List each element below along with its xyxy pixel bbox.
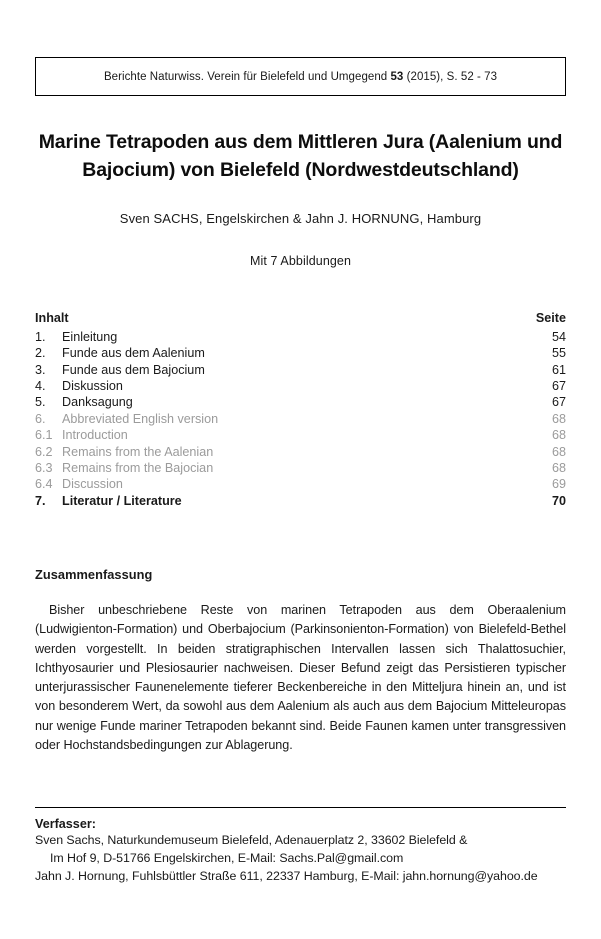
toc-row-page-number: 67 xyxy=(551,378,566,393)
toc-row-label: Literatur / Literature xyxy=(62,493,182,508)
toc-row-number: 4. xyxy=(35,378,46,393)
footer-heading: Verfasser: xyxy=(35,817,96,831)
toc-row-page-number: 69 xyxy=(551,477,566,492)
abstract-text: Bisher unbeschriebene Reste von marinen Tetrapoden aus dem Oberaalenium (Ludwigienton-Formation) und Oberbajocium (Parkinsonienton-Formation) von Bielefeld-Bethel werden vorgestellt. In beiden stratigraphischen Intervallen lassen sich Thalattosuchier, Ichthyosaurier und Plesiosaurier nachweisen. Dieser Befund zeigt das Persistieren typischer unterjurassischer Faunenelemente tieferer Beckenbereiche in den Mitteljura hinein an, und ist von besonderem Wert, da sowohl aus dem Aalenium als auch aus dem Bajocium Mitteleuropas nur wenige Funde mariner Tetrapoden bekannt sind. Beide Faunen kamen unter transgressiven oder Hochstandsbedingungen zur Ablagerung. xyxy=(35,603,566,752)
toc-row-number: 6.4 xyxy=(35,477,53,492)
toc-row-list xyxy=(35,331,566,511)
toc-row-number: 6.3 xyxy=(35,460,53,475)
toc-row-number: 5. xyxy=(35,395,46,410)
toc-row[interactable] xyxy=(35,462,566,478)
toc-row-number: 2. xyxy=(35,346,46,361)
toc-header-label: Inhalt xyxy=(35,311,69,326)
journal-header-box xyxy=(35,57,566,96)
toc-row-number: 6. xyxy=(35,411,46,426)
footer-address-line-3: Jahn J. Hornung, Fuhlsbüttler Straße 611, 22337 Hamburg, E-Mail: jahn.hornung@yahoo.de xyxy=(35,869,538,884)
footer-address-line-2: Im Hof 9, D-51766 Engelskirchen, E-Mail: Sachs.Pal@gmail.com xyxy=(50,851,404,866)
table-of-contents xyxy=(35,312,566,511)
toc-row-label: Abbreviated English version xyxy=(62,411,219,426)
journal-header-text xyxy=(104,71,497,83)
authors-line: Sven SACHS, Engelskirchen & Jahn J. HORNUNG, Hamburg xyxy=(119,211,482,227)
document-page xyxy=(0,57,601,939)
toc-row-page-number: 70 xyxy=(551,493,566,508)
toc-row-page-number: 55 xyxy=(551,346,566,361)
toc-row-page-number: 61 xyxy=(551,362,566,377)
toc-row[interactable] xyxy=(35,446,566,462)
toc-row-label: Discussion xyxy=(62,477,123,492)
toc-row-label: Introduction xyxy=(62,428,128,443)
toc-row[interactable] xyxy=(35,364,566,380)
journal-header-suffix: (2015), S. 52 - 73 xyxy=(403,70,498,83)
toc-row-label: Funde aus dem Bajocium xyxy=(62,362,205,377)
author-contact-block xyxy=(35,807,566,886)
toc-row[interactable] xyxy=(35,347,566,363)
toc-row-label: Diskussion xyxy=(62,378,123,393)
toc-row[interactable] xyxy=(35,331,566,347)
toc-row[interactable] xyxy=(35,429,566,445)
toc-row-page-number: 68 xyxy=(551,460,566,475)
toc-row-label: Danksagung xyxy=(62,395,133,410)
toc-row-page-number: 68 xyxy=(551,411,566,426)
figures-note: Mit 7 Abbildungen xyxy=(249,254,352,269)
toc-row-page-number: 67 xyxy=(551,395,566,410)
journal-header-prefix: Berichte Naturwiss. Verein für Bielefeld und Umgegend xyxy=(103,70,391,83)
toc-row-number: 7. xyxy=(35,493,46,508)
toc-row-number: 6.1 xyxy=(35,428,53,443)
toc-row-label: Remains from the Aalenian xyxy=(62,444,214,459)
journal-header-volume: 53 xyxy=(390,70,404,83)
toc-header-row xyxy=(35,312,566,328)
toc-row-number: 1. xyxy=(35,329,46,344)
toc-row[interactable] xyxy=(35,478,566,494)
toc-header-page-label: Seite xyxy=(535,311,566,326)
footer-address-line-1: Sven Sachs, Naturkundemuseum Bielefeld, Adenauerplatz 2, 33602 Bielefeld & xyxy=(35,833,468,847)
toc-row[interactable] xyxy=(35,396,566,412)
toc-row-page-number: 68 xyxy=(551,444,566,459)
toc-row[interactable] xyxy=(35,495,566,511)
toc-row-label: Einleitung xyxy=(62,329,118,344)
toc-row[interactable] xyxy=(35,380,566,396)
toc-row-label: Funde aus dem Aalenium xyxy=(62,346,205,361)
toc-row-label: Remains from the Bajocian xyxy=(62,460,214,475)
toc-row-number: 3. xyxy=(35,362,46,377)
abstract-heading: Zusammenfassung xyxy=(35,567,153,583)
footer-divider xyxy=(35,807,566,808)
toc-row-number: 6.2 xyxy=(35,444,53,459)
page-title-line-1: Marine Tetrapoden aus dem Mittleren Jura (Aalenium und xyxy=(38,131,563,153)
toc-row-page-number: 68 xyxy=(551,428,566,443)
page-title xyxy=(35,129,566,184)
toc-row[interactable] xyxy=(35,413,566,429)
page-title-line-2: Bajocium) von Bielefeld (Nordwestdeutschland) xyxy=(82,158,519,181)
toc-row-page-number: 54 xyxy=(551,329,566,344)
